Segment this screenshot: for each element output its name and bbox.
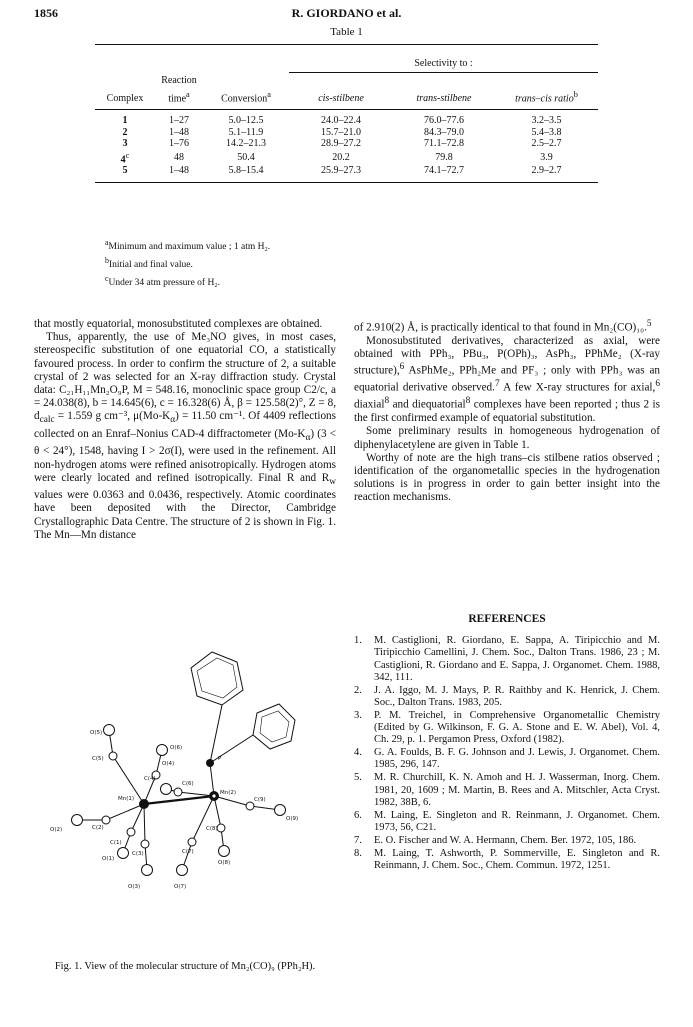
footnote-c: $^c$Under 34 atm pressure of H₂.: [105, 274, 220, 289]
atom-label: O(7): [174, 884, 187, 890]
table-footnotes: [105, 236, 270, 290]
atom-label: C(5): [92, 756, 104, 762]
col-cis-stilbene: cis-stilbene: [289, 87, 393, 110]
reference-item: 4. G. A. Foulds, B. F. G. Johnson and J. Lewis, J. Organomet. Chem. 1985, 296, 147.: [354, 747, 660, 771]
atom-label: O(4): [162, 761, 175, 767]
col-ratio: trans–cis ratio$^b$: [495, 87, 598, 110]
left-column-text: [34, 318, 336, 542]
results-table: [95, 44, 598, 183]
reference-item: 3. P. M. Treichel, in Comprehensive Organometallic Chemistry (Edited by G. Wilkinson, F. G. A. Stone and E. W. Abel), Vol. 4, Ch. 29, p. 1. Pergamon Press, Oxford (1982).: [354, 709, 660, 746]
table-row: 5 1–48 5.8–15.4 25.9–27.3 74.1–72.7 2.9–2.7: [95, 165, 598, 182]
reference-item: 6. M. Laing, E. Singleton and R. Reinmann, J. Organomet. Chem. 1973, 56, C21.: [354, 809, 660, 833]
reference-item: 8. M. Laing, T. Ashworth, P. Sommerville, E. Singleton and R. Reinmann, J. Chem. Soc., Chem. Commun. 1972, 1251.: [354, 847, 660, 871]
atom-label: Mn(2): [220, 790, 237, 796]
paragraph: of 2.910(2) Å, is practically identical to that found in Mn₂(CO)₁₀.$^5$: [354, 319, 652, 334]
atom-label: O(9): [286, 816, 299, 822]
molecular-structure-drawing: [34, 638, 336, 958]
references-list: [354, 635, 660, 873]
atom-label: O(1): [102, 856, 115, 862]
col-conversion: Conversion$^a$: [203, 87, 289, 110]
atom-label: C(7): [182, 849, 194, 855]
right-column-text: [354, 318, 660, 505]
col-complex: Complex: [95, 87, 155, 110]
page-header: [34, 6, 659, 24]
atom-label: O(3): [128, 884, 141, 890]
references-heading: REFERENCES: [468, 613, 546, 625]
atom-label: O(8): [218, 860, 231, 866]
table-caption: Table 1: [330, 26, 363, 38]
atom-label: C(1): [110, 840, 122, 846]
paragraph: Some preliminary results in homogeneous hydrogenation of diphenylacetylene are given in Table 1.: [354, 425, 660, 451]
atom-label: O(6): [170, 745, 183, 751]
reference-item: 2. J. A. Iggo, M. J. Mays, P. R. Raithby and K. Henrick, J. Chem. Soc., Dalton Trans. 1983, 205.: [354, 684, 660, 708]
paragraph: Worthy of note are the high trans–cis stilbene ratios observed ; identification of the organometallic species in the hydrogenation solutions is in progress in order to gain better insight into the reaction mechanisms.: [354, 451, 660, 504]
atom-label: C(6): [182, 781, 194, 787]
figure-caption: Fig. 1. View of the molecular structure of Mn₂(CO)₉ (PPh₂H).: [54, 961, 316, 972]
running-head: R. GIORDANO et al.: [291, 6, 402, 20]
col-reaction-time-line1: Reaction: [161, 75, 197, 86]
table-row: 3 1–76 14.2–21.3 28.9–27.2 71.1–72.8 2.5–2.7: [122, 138, 562, 149]
table-row: 2 1–48 5.1–11.9 15.7–21.0 84.3–79.0 5.4–3.8: [122, 126, 562, 138]
reference-item: 5. M. R. Churchill, K. N. Amoh and H. J. Wasserman, Inorg. Chem. 1981, 20, 1609 ; M. Martin, B. Rees and A. Mitschler, Acta Cryst. 1982, 38B, 6.: [354, 772, 660, 808]
footnote-b: $^b$Initial and final value.: [105, 256, 193, 271]
atom-label: C(3): [132, 851, 144, 857]
paragraph: Monosubstituted derivatives, characterized as axial, were obtained with PPh₃, PBu₃, P(OPh)₃, AsPh₃, PPhMe₂ (X-ray structure),$^6$ AsPhMe₂, PPh₂Me and PF₃ ; only with PPh₃ was an equatorial derivative observed.$^7$ A few X-ray structures for axial,$^6$ diaxial$^8$ and diequatorial$^8$ complexes have been reported ; thus 2 is the first confirmed example of equatorial substitution.: [354, 334, 661, 425]
col-trans-stilbene: trans-stilbene: [393, 87, 495, 110]
selectivity-heading: Selectivity to :: [289, 53, 598, 73]
footnote-a: $^a$Minimum and maximum value ; 1 atm H₂.: [105, 238, 271, 253]
atom-label: C(8): [206, 826, 218, 832]
atom-label: C(2): [92, 825, 104, 831]
reference-item: 7. E. O. Fischer and W. A. Hermann, Chem. Ber. 1972, 105, 186.: [354, 834, 637, 846]
reference-item: 1. M. Castiglioni, R. Giordano, E. Sappa, A. Tiripicchio and M. Tiripicchio Camellini, J. Chem. Soc., Dalton Trans. 1986, 23 ; M. Castiglioni, R. Giordano and E. Sappa, J. Organomet. Chem. 1988, 342, 111.: [354, 635, 660, 683]
page-number: 1856: [34, 6, 58, 20]
atom-label: C(4): [144, 776, 156, 782]
atom-label: O(5): [90, 730, 103, 736]
paragraph-crystal-data: Thus, apparently, the use of Me₃NO gives, in most cases, stereospecific substitution of one equatorial CO, a statistically favoured process. In order to confirm the structure of 2, a suitable crystal of 2 was selected for an X-ray diffraction study. Crystal data: C₂₁H₁₁Mn₂O₉P, M = 548.16, monoclinic space group C2/c, a = 24.038(8), b = 14.645(6), c = 16.328(6) Å, β = 125.58(2)°, Z = 8, $d_{calc} = 1.559$ g cm⁻³, $\mu(Mo-K_\alpha) = 11.50$ cm⁻¹. Of 4409 reflections collected on an Enraf–Nonius CAD-4 diffractometer $(Mo-K_\alpha) (3 < \theta < 24^\circ)$, 1548, having I > 2σ(I), were used in the refinement. All non-hydrogen atoms were refined anisotropically. Hydrogen atoms were clearly located and refined isotropically. Final R and $R_w$ values were 0.0363 and 0.0436, respectively. Atomic coordinates have been deposited with the Director, Cambridge Crystallographic Data Centre. The structure of 2 is shown in Fig. 1. The Mn—Mn distance: [34, 331, 336, 541]
atom-label: Mn(1): [118, 796, 135, 802]
molecular-structure-figure: [34, 638, 336, 958]
atom-label: P: [218, 756, 222, 762]
paragraph: that mostly equatorial, monosubstituted complexes are obtained.: [34, 318, 323, 330]
table-row: 1 1–27 5.0–12.5 24.0–22.4 76.0–77.6 3.2–3.5: [122, 115, 562, 126]
col-reaction-time: time$^a$: [155, 87, 203, 110]
atom-label: O(2): [50, 827, 63, 833]
table-row: 4$^c$ 48 50.4 20.2 79.8 3.9: [120, 150, 553, 165]
atom-label: C(9): [254, 797, 266, 803]
